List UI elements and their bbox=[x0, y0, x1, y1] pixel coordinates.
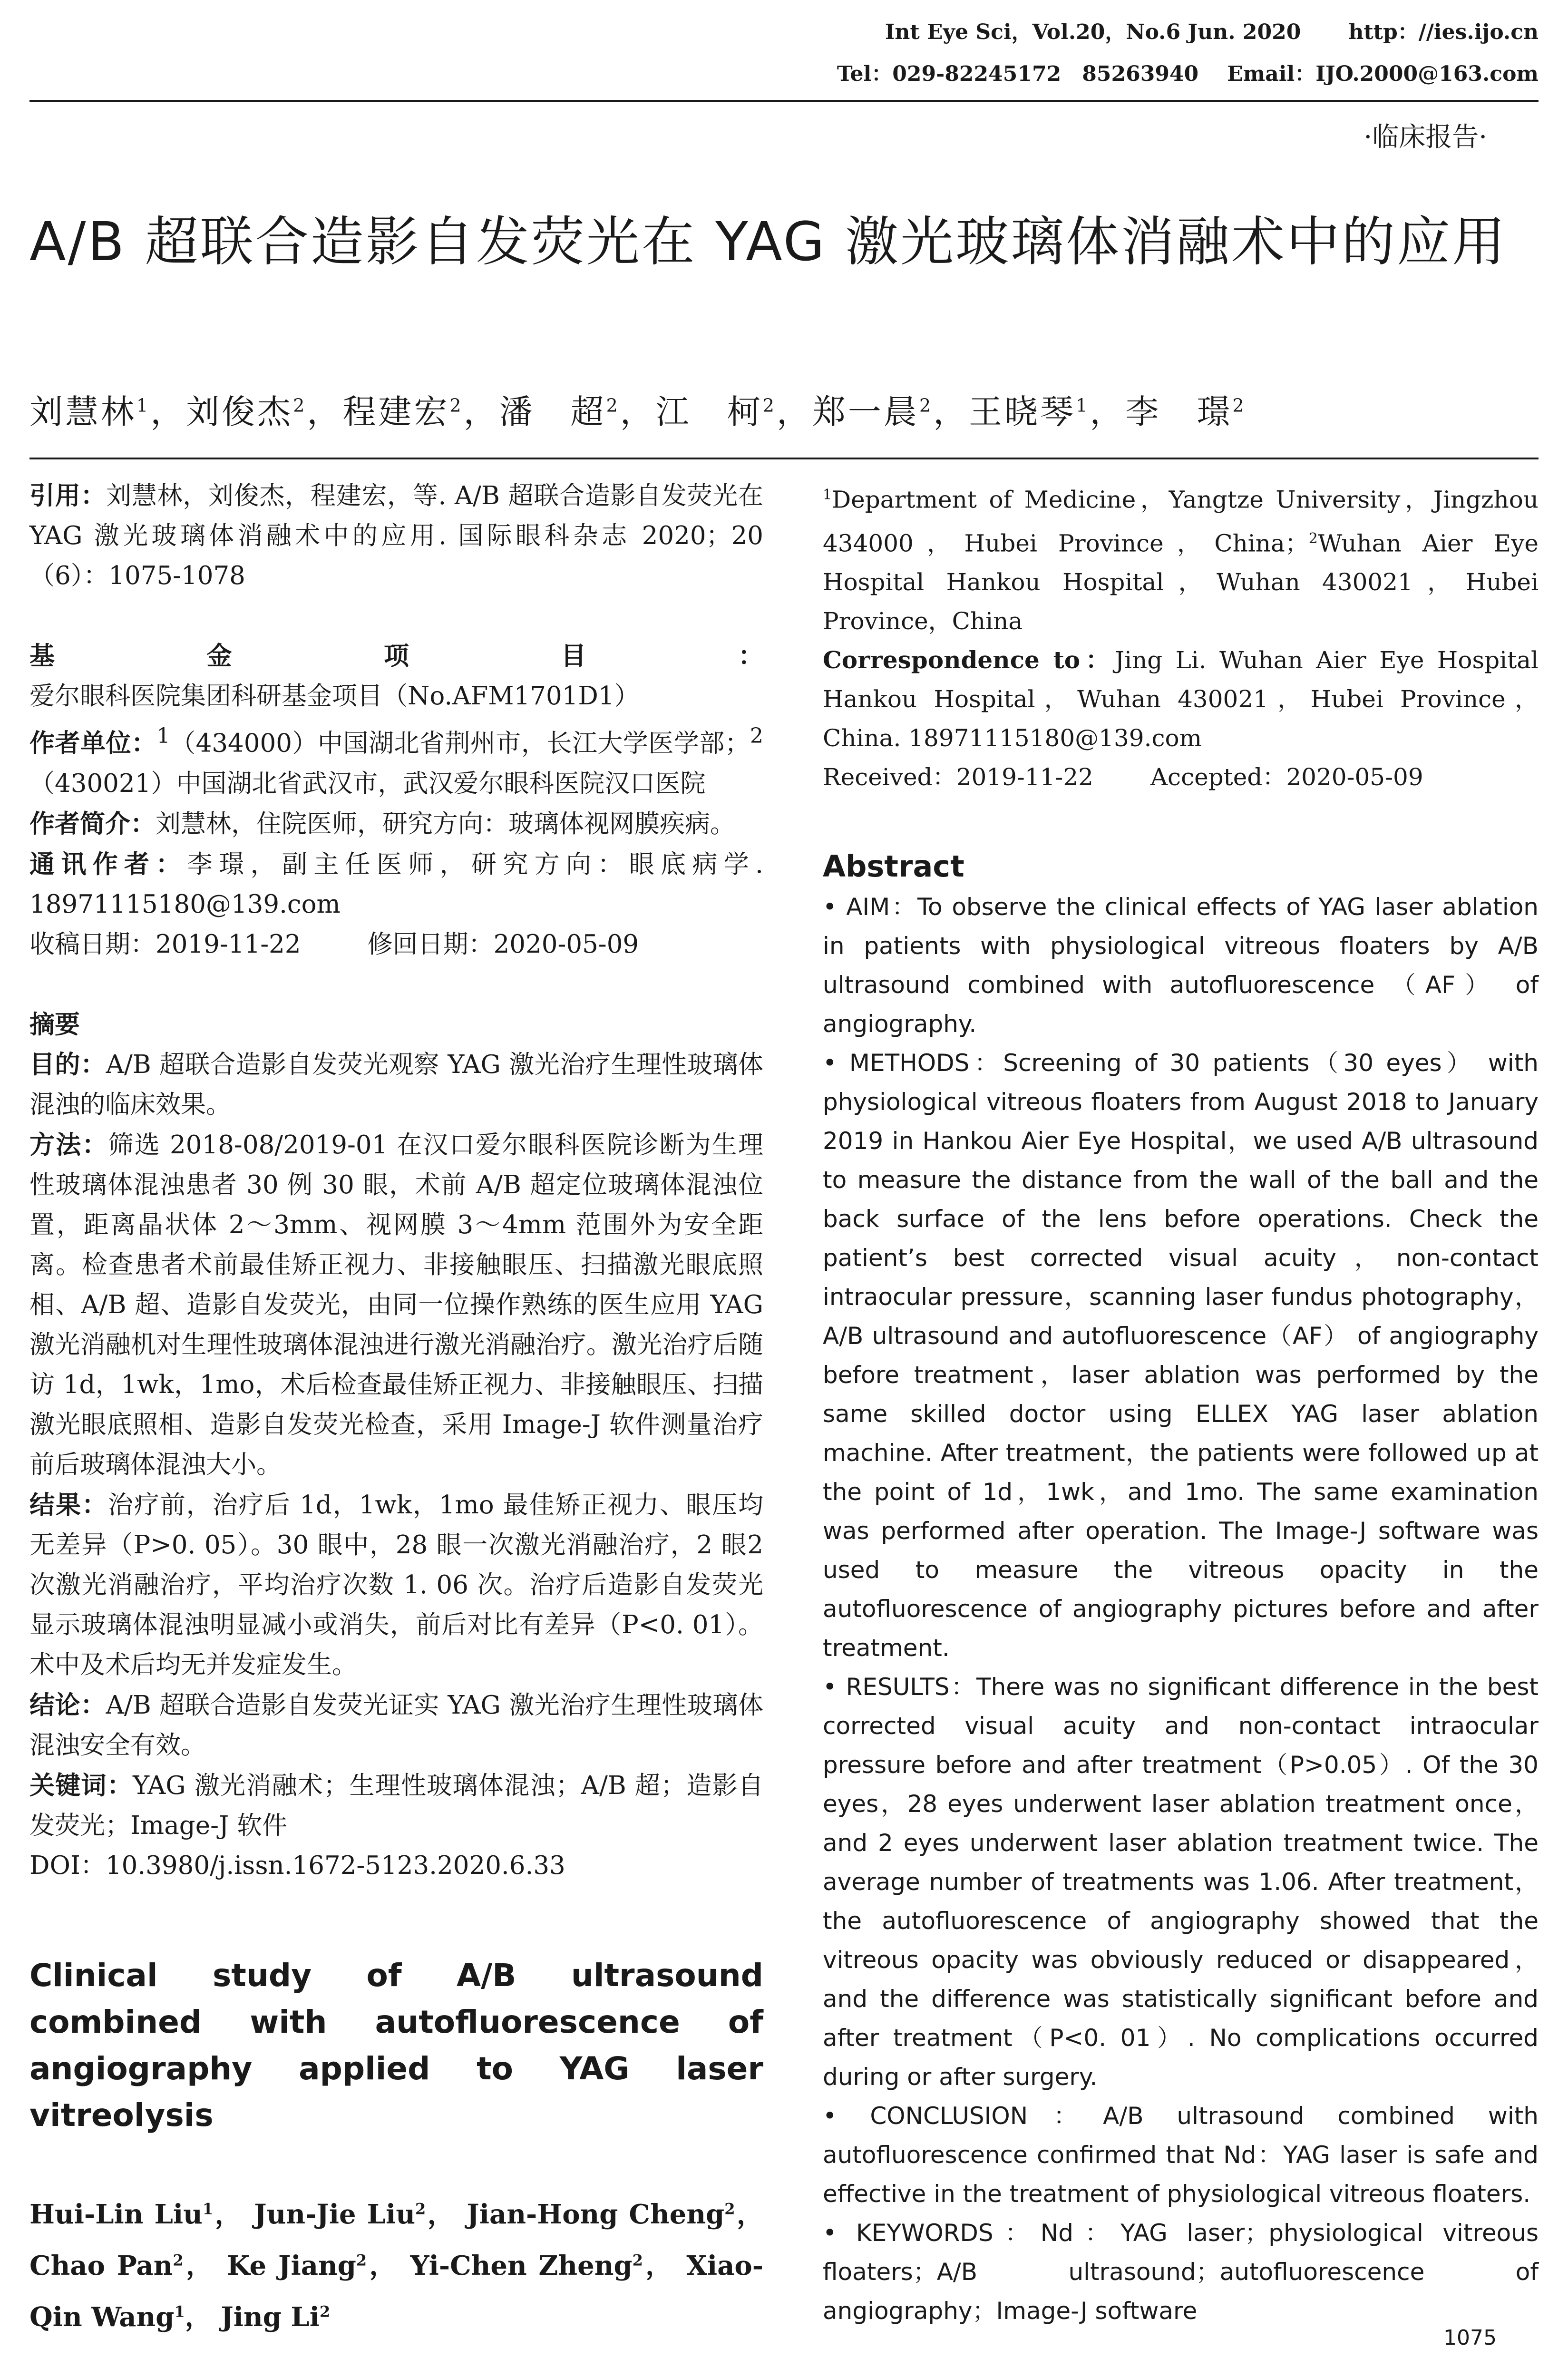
keywords-cn-label: 关键词： bbox=[29, 1770, 133, 1800]
abstract-methods: • METHODS：Screening of 30 patients（30 eyes） with physiological vitreous floaters from August 2018 to January 2019 in Hankou Aier Eye Hospital，we used A/B ultrasound to measure the distance from the wall of the ball and the back surface of the lens before operations. Check the patient’s best corrected visual acuity，non-contact intraocular pressure，scanning laser fundus photography，A/B ultrasound and autofluorescence（AF） of angiography before treatment，laser ablation was performed by the same skilled doctor using ELLEX YAG laser ablation machine. After treatment，the patients were followed up at the point of 1d，1wk，and 1mo. The same examination was performed after operation. The Image-J software was used to measure the vitreous opacity in the autofluorescence of angiography pictures before and after treatment. bbox=[823, 1049, 1539, 1662]
author-cn: 程建宏$^2$ bbox=[342, 392, 464, 431]
affiliation-2: Wuhan Aier Eye Hospital Hankou Hospital，Wuhan 430021，Hubei Province，China bbox=[823, 529, 1539, 635]
section-tag: ·临床报告· bbox=[1363, 122, 1487, 153]
citation-block bbox=[29, 476, 763, 596]
results-cn: 治疗前，治疗后 1d，1wk，1mo 最佳矫正视力、眼压均无差异（P>0. 05）。30 眼中，28 眼一次激光消融治疗，2 眼2 次激光消融治疗，平均治疗次数 1. 06 次。治疗后造影自发荧光显示玻璃体混浊明显减小或消失，前后对比有差异（P<0. 01）。术中及术后均无并发症发生。 bbox=[29, 1490, 763, 1679]
english-title: Clinical study of A/B ultrasound combined with autofluorescence of angiography applied to YAG laser vitreolysis bbox=[29, 1957, 763, 2134]
bio-label: 作者简介： bbox=[29, 809, 156, 838]
abstract-heading: Abstract bbox=[823, 849, 964, 884]
author-en: Jian-Hong Cheng$^2$ bbox=[467, 2199, 735, 2231]
unit-label: 作者单位： bbox=[29, 728, 157, 758]
right-column bbox=[823, 476, 1539, 2330]
author-en: Ke Jiang$^2$ bbox=[227, 2250, 367, 2281]
abstract-cn-heading: 摘要 bbox=[29, 1009, 80, 1039]
header-rule bbox=[29, 100, 1539, 102]
doi: DOI：10.3980/j.issn.1672-5123.2020.6.33 bbox=[29, 1851, 565, 1880]
abstract-cn bbox=[29, 1004, 763, 1886]
author-cn: 江 柯$^2$ bbox=[655, 392, 777, 431]
journal-header bbox=[885, 17, 1539, 48]
contact-text: 李璟，副主任医师，研究方向：眼底病学. 18971115180@139.com bbox=[29, 849, 763, 919]
accepted-en: Accepted：2020-05-09 bbox=[1150, 763, 1423, 791]
methods-cn: 筛选 2018-08/2019-01 在汉口爱尔眼科医院诊断为生理性玻璃体混浊患者 30 例 30 眼，术前 A/B 超定位玻璃体混浊位置，距离晶状体 2～3mm、视网膜 3～4mm 范围外为安全距离。检查患者术前最佳矫正视力、非接触眼压、扫描激光眼底照相、A/B 超、造影自发荧光，由同一位操作熟练的医生应用 YAG 激光消融机对生理性玻璃体混浊进行激光消融治疗。激光治疗后随访 1d，1wk，1mo，术后检查最佳矫正视力、非接触眼压、扫描激光眼底照相、造影自发荧光检查，采用 Image-J 软件测量治疗前后玻璃体混浊大小。 bbox=[29, 1130, 764, 1479]
methods-cn-label: 方法： bbox=[29, 1130, 108, 1160]
author-cn: 郑一晨$^2$ bbox=[812, 392, 934, 431]
abstract-conclusion: • CONCLUSION：A/B ultrasound combined with autofluorescence confirmed that Nd：YAG laser is safe and effective in the treatment of physiological vitreous floaters. bbox=[823, 2102, 1539, 2208]
correspondence bbox=[823, 641, 1539, 758]
received-en: Received：2019-11-22 bbox=[823, 763, 1093, 791]
page-number: 1075 bbox=[1443, 2326, 1497, 2350]
journal-contact bbox=[837, 59, 1539, 89]
author-cn: 刘俊杰$^2$ bbox=[186, 392, 307, 431]
author-en: Chao Pan$^2$ bbox=[29, 2250, 184, 2281]
citation-text: 刘慧林，刘俊杰，程建宏，等. A/B 超联合造影自发荧光在 YAG 激光玻璃体消融术中的应用. 国际眼科杂志 2020；20（6）：1075-1078 bbox=[29, 481, 763, 590]
journal-email[interactable]: Email：IJO.2000@163.com bbox=[1227, 62, 1539, 86]
affiliations-en: $^1$Department of Medicine，Yangtze University，Jingzhou 434000，Hubei Province，China；$^2$Wuhan Aier Eye Hospital Hankou Hospital，Wuhan 430021，Hubei Province，China bbox=[823, 486, 1539, 635]
dates-en bbox=[823, 758, 1539, 797]
author-en: Jun-Jie Liu$^2$ bbox=[254, 2199, 426, 2231]
citation-label: 引用： bbox=[29, 481, 107, 510]
aim-cn: A/B 超联合造影自发荧光观察 YAG 激光治疗生理性玻璃体混浊的临床效果。 bbox=[29, 1050, 764, 1119]
correspondence-label: Correspondence to： bbox=[823, 646, 1115, 674]
unit-text-1: （434000）中国湖北省荆州市，长江大学医学部； bbox=[170, 729, 750, 758]
abstract-results: • RESULTS：There was no significant difference in the best corrected visual acuity and non-contact intraocular pressure before and after treatment（P>0.05）. Of the 30 eyes，28 eyes underwent laser ablation treatment once，and 2 eyes underwent laser ablation treatment twice. The average number of treatments was 1.06. After treatment，the autofluorescence of angiography showed that the vitreous opacity was obviously reduced or disappeared，and the difference was statistically significant before and after treatment（P<0. 01）. No complications occurred during or after surgery. bbox=[823, 1673, 1539, 2091]
authors-rule bbox=[29, 458, 1539, 459]
fund-text: 爱尔眼科医院集团科研基金项目（No.AFM1701D1） bbox=[29, 682, 640, 711]
left-column bbox=[29, 476, 763, 2378]
meta-block: 基金项目：爱尔眼科医院集团科研基金项目（No.AFM1701D1） 作者单位：$^1$（434000）中国湖北省荆州市，长江大学医学部；$^2$（430021）中国湖北省武汉市，武汉爱尔眼科医院汉口医院 作者简介：刘慧林，住院医师，研究方向：玻璃体视网膜疾病。 通讯作者：李璟，副主任医师，研究方向：眼底病学. 18971115180@139.com 收稿日期：2019-11-22 修回日期：2020-05-09 bbox=[29, 636, 763, 965]
unit-text-2: （430021）中国湖北省武汉市，武汉爱尔眼科医院汉口医院 bbox=[29, 769, 706, 798]
contact-label: 通讯作者： bbox=[29, 849, 187, 879]
article-title: A/B 超联合造影自发荧光在 YAG 激光玻璃体消融术中的应用 bbox=[29, 211, 1508, 273]
fund-label: 基金项目： bbox=[29, 641, 763, 671]
abstract-keywords: • KEYWORDS：Nd：YAG laser；physiological vitreous floaters；A/B ultrasound；autofluorescence of angiography；Image-J software bbox=[823, 2219, 1539, 2325]
journal-tel: Tel：029-82245172 85263940 bbox=[837, 62, 1199, 86]
journal-citation: Int Eye Sci，Vol.20，No.6 Jun. 2020 bbox=[885, 20, 1301, 44]
author-en: Hui-Lin Liu$^1$ bbox=[29, 2199, 214, 2231]
abstract-aim: • AIM：To observe the clinical effects of YAG laser ablation in patients with physiological vitreous floaters by A/B ultrasound combined with autofluorescence （AF） of angiography. bbox=[823, 893, 1539, 1038]
conclusion-cn: A/B 超联合造影自发荧光证实 YAG 激光治疗生理性玻璃体混浊安全有效。 bbox=[29, 1690, 764, 1760]
abstract-en bbox=[823, 887, 1539, 2330]
author-en: Yi-Chen Zheng$^2$ bbox=[410, 2250, 643, 2281]
keywords-cn: YAG 激光消融术；生理性玻璃体混浊；A/B 超；造影自发荧光；Image-J 软件 bbox=[29, 1771, 763, 1840]
aim-cn-label: 目的： bbox=[29, 1049, 106, 1079]
authors-cn: 刘慧林$^1$，刘俊杰$^2$，程建宏$^2$，潘 超$^2$，江 柯$^2$，郑一晨$^2$，王晓琴$^1$，李 璟$^2$ bbox=[29, 392, 1247, 431]
author-en: Jing Li$^2$ bbox=[221, 2301, 331, 2333]
journal-url[interactable]: http：//ies.ijo.cn bbox=[1348, 20, 1539, 44]
revised-cn: 修回日期：2020-05-09 bbox=[367, 929, 639, 959]
authors-en: Hui-Lin Liu$^1$， Jun-Jie Liu$^2$， Jian-Hong Cheng$^2$， Chao Pan$^2$， Ke Jiang$^2$， Yi-Chen Zheng$^2$， Xiao-Qin Wang$^1$， Jing Li$^2$ bbox=[29, 2199, 763, 2333]
conclusion-cn-label: 结论： bbox=[29, 1690, 106, 1720]
received-cn: 收稿日期：2019-11-22 bbox=[29, 929, 301, 959]
author-cn: 王晓琴$^1$ bbox=[969, 392, 1090, 431]
bio-text: 刘慧林，住院医师，研究方向：玻璃体视网膜疾病。 bbox=[156, 809, 735, 838]
author-cn: 潘 超$^2$ bbox=[499, 392, 620, 431]
results-cn-label: 结果： bbox=[29, 1490, 108, 1520]
author-cn: 李 璟$^2$ bbox=[1125, 392, 1247, 431]
author-cn: 刘慧林$^1$ bbox=[29, 392, 151, 431]
correspondence-text: Jing Li. Wuhan Aier Eye Hospital Hankou Hospital，Wuhan 430021，Hubei Province，China. 18971115180@139.com bbox=[823, 646, 1539, 752]
affiliation-1: Department of Medicine，Yangtze University，Jingzhou 434000，Hubei Province，China； bbox=[823, 486, 1539, 557]
author-en: Xiao-Qin Wang$^1$ bbox=[29, 2250, 763, 2333]
